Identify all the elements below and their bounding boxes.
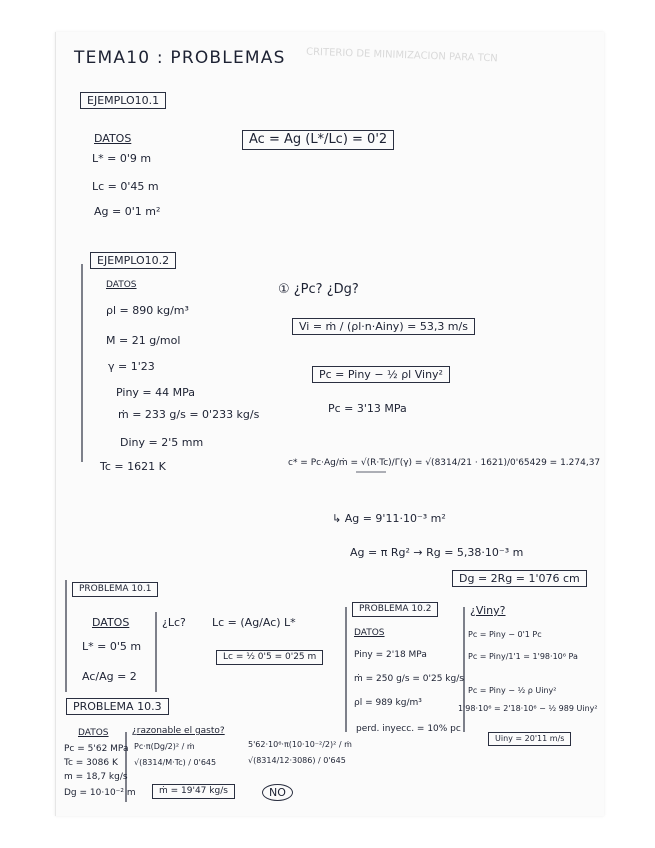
ej2-data-line: Tc = 1621 K bbox=[100, 460, 166, 473]
p103-heading: PROBLEMA 10.3 bbox=[66, 698, 169, 715]
p102-datos: DATOS bbox=[354, 628, 385, 638]
p103-formula-den: √(8314/12·3086) / 0'645 bbox=[248, 756, 346, 765]
p103-formula-rhs: √(8314/M·Tc) / 0'645 bbox=[134, 758, 217, 767]
p102-step: 1'98·10⁶ = 2'18·10⁶ − ½ 989 Uiny² bbox=[458, 704, 598, 713]
p101-result: Lc = ½ 0'5 = 0'25 m bbox=[216, 650, 323, 665]
notebook-page bbox=[55, 32, 604, 816]
ej1-heading: EJEMPLO10.1 bbox=[80, 92, 166, 109]
p102-heading: PROBLEMA 10.2 bbox=[352, 602, 438, 617]
p102-question: ¿Viny? bbox=[470, 604, 506, 617]
ej2-vi-formula: Vi = ṁ / (ρl·n·Ainy) = 53,3 m/s bbox=[292, 318, 475, 335]
p101-heading: PROBLEMA 10.1 bbox=[72, 582, 158, 597]
ej1-data-line: Ag = 0'1 m² bbox=[94, 205, 161, 218]
p102-data-line: ṁ = 250 g/s = 0'25 kg/s bbox=[354, 674, 464, 684]
ej2-ag: ↳ Ag = 9'11·10⁻³ m² bbox=[332, 512, 446, 525]
ej2-data-line: M = 21 g/mol bbox=[106, 334, 181, 347]
ej2-dg: Dg = 2Rg = 1'076 cm bbox=[452, 570, 587, 587]
ej2-data-line: Piny = 44 MPa bbox=[116, 386, 196, 399]
ej2-pc-value: Pc = 3'13 MPa bbox=[328, 402, 407, 415]
p103-verdict: NO bbox=[262, 784, 293, 801]
ej2-datos: DATOS bbox=[106, 280, 137, 290]
ej1-datos: DATOS bbox=[94, 132, 132, 145]
p102-data-line: perd. inyecc. = 10% pc bbox=[356, 724, 461, 734]
ej1-formula: Ac = Ag (L*/Lc) = 0'2 bbox=[242, 130, 394, 150]
ej2-data-line: Diny = 2'5 mm bbox=[120, 436, 204, 449]
p102-step: Pc = Piny − ½ ρ Uiny² bbox=[468, 686, 557, 695]
ej2-data-line: ρl = 890 kg/m³ bbox=[106, 304, 189, 317]
page-title: TEMA10 : PROBLEMAS bbox=[74, 48, 286, 68]
p103-datos: DATOS bbox=[78, 728, 109, 738]
p103-formula-num: 5'62·10⁶·π(10·10⁻²/2)² / ṁ bbox=[248, 740, 352, 749]
ej1-data-line: L* = 0'9 m bbox=[92, 152, 152, 165]
ej2-data-line: γ = 1'23 bbox=[108, 360, 155, 373]
ej1-data-line: Lc = 0'45 m bbox=[92, 180, 159, 193]
p101-data-line: L* = 0'5 m bbox=[82, 640, 142, 653]
p102-result: Uiny = 20'11 m/s bbox=[488, 732, 571, 746]
p102-data-line: ρl = 989 kg/m³ bbox=[354, 698, 422, 708]
p102-step: Pc = Piny − 0'1 Pc bbox=[468, 630, 542, 639]
ej2-cstar: c* = Pc·Ag/ṁ = √(R·Tc)/Γ(γ) = √(8314/21 · 1621)/0'65429 = 1.274,37 bbox=[288, 458, 601, 468]
p101-question: ¿Lc? bbox=[162, 616, 186, 629]
p103-data-line: Pc = 5'62 MPa bbox=[64, 744, 129, 754]
p101-formula: Lc = (Ag/Ac) L* bbox=[212, 616, 296, 629]
p102-step: Pc = Piny/1'1 = 1'98·10⁶ Pa bbox=[468, 652, 578, 661]
ej2-heading: EJEMPLO10.2 bbox=[90, 252, 176, 269]
p101-data-line: Ac/Ag = 2 bbox=[82, 670, 137, 683]
ej2-data-line: ṁ = 233 g/s = 0'233 kg/s bbox=[118, 408, 260, 421]
p101-datos: DATOS bbox=[92, 616, 130, 629]
p103-data-line: m = 18,7 kg/s bbox=[64, 772, 128, 782]
p102-data-line: Piny = 2'18 MPa bbox=[354, 650, 427, 660]
ej2-pc-formula: Pc = Piny − ½ ρl Viny² bbox=[312, 366, 450, 383]
bleed-through-text: CRITERIO DE MINIMIZACION PARA TCN bbox=[305, 46, 498, 65]
p103-question: ¿razonable el gasto? bbox=[132, 726, 225, 736]
p103-result: ṁ = 19'47 kg/s bbox=[152, 784, 235, 799]
p103-data-line: Dg = 10·10⁻² m bbox=[64, 788, 136, 798]
ej2-rg: Ag = π Rg² → Rg = 5,38·10⁻³ m bbox=[350, 546, 524, 559]
p103-data-line: Tc = 3086 K bbox=[64, 758, 118, 768]
p103-formula-lhs: Pc·π(Dg/2)² / ṁ bbox=[134, 742, 195, 751]
ej2-question: ① ¿Pc? ¿Dg? bbox=[278, 282, 359, 297]
